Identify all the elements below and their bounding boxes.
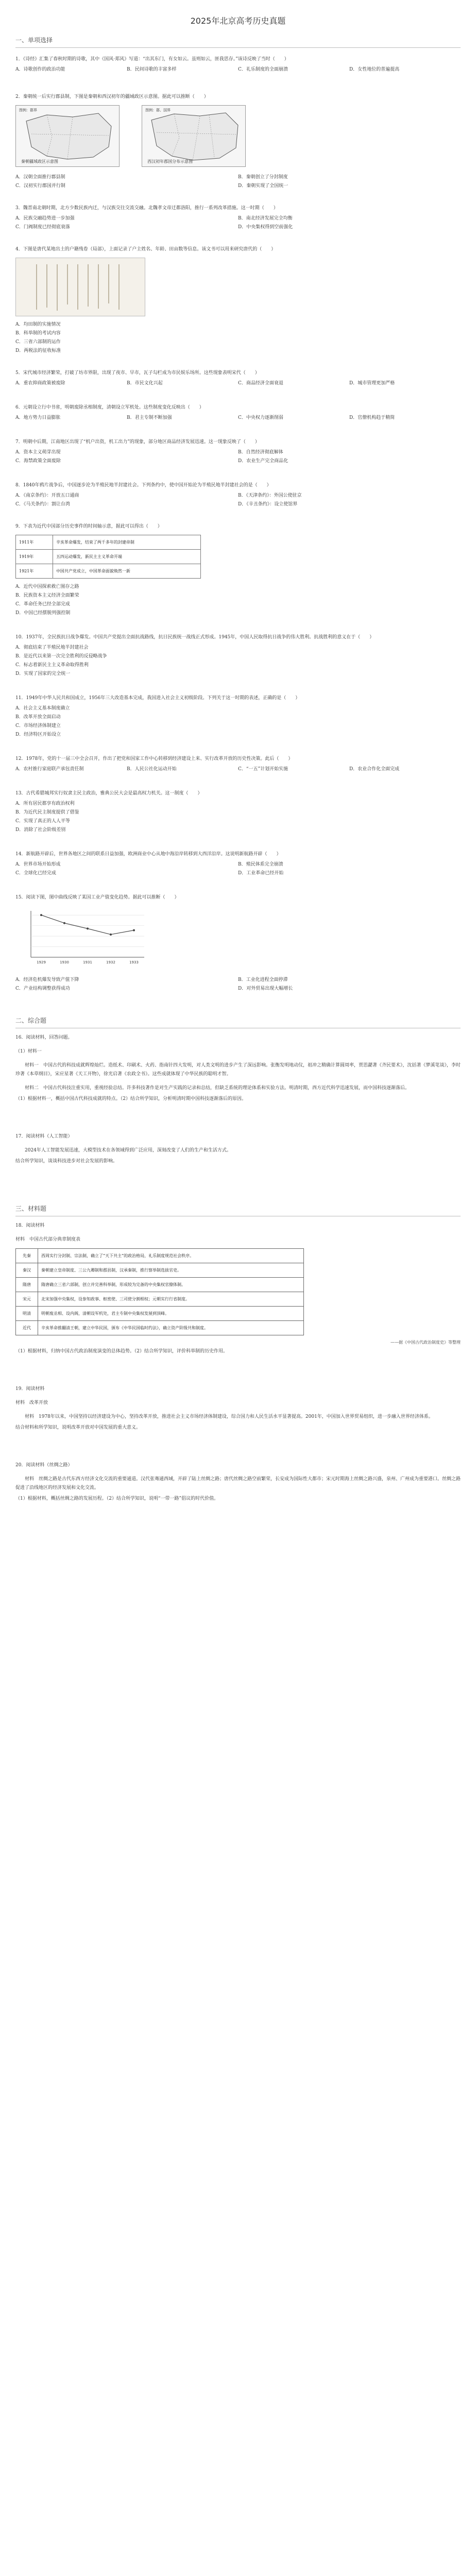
option: B．秦朝创立了分封制度 (238, 175, 288, 180)
table-row (16, 1263, 304, 1278)
table-cell: 西周实行分封制、宗法制，确立了“天下共主”的政治格局，礼乐制度规范社会秩序。 (38, 1249, 304, 1263)
option: C．全球化已经完成 (15, 871, 56, 876)
options-q5 (15, 379, 461, 386)
question-11: 11．1949年中华人民共和国成立，1956年三大改造基本完成，我国进入社会主义初级阶段。下列关于这一时期的表述，正确的是（ ） (15, 696, 300, 701)
option: C．门阀制度已经彻底衰落 (15, 225, 70, 230)
table-caption: 材料 中国古代部分典章制度表 (15, 1237, 81, 1242)
data-point (110, 934, 112, 936)
option: A．资本主义萌芽出现 (15, 450, 61, 455)
table-cell: 1911年 (16, 535, 53, 550)
question-20-ask: （1）根据材料，概括丝绸之路的发展历程。（2）结合所学知识，说明“一带一路”倡议的时代价值。 (15, 1496, 219, 1501)
option: D．官僚机构趋于精简 (349, 415, 395, 420)
options-q12 (15, 765, 461, 772)
option: A．农村推行家庭联产承包责任制 (15, 767, 84, 772)
option: D．实现了国家的完全统一 (15, 671, 71, 676)
map-legend: 图例：郡、国界 (145, 108, 171, 112)
options-q10 (15, 643, 461, 676)
option: D．城市管理更加严格 (349, 381, 395, 386)
map-caption: 秦朝疆域政区示意图 (21, 159, 58, 164)
option: C．礼乐制度的全面崩溃 (238, 67, 288, 72)
option: B．工业化进程全面停滞 (238, 977, 288, 982)
options-q6 (15, 414, 461, 420)
question-19-head: 19．阅读材料 (15, 1386, 45, 1392)
options-q4 (15, 320, 461, 353)
option: C．三省六部制的运作 (15, 340, 61, 345)
option: A．民族交融趋势进一步加强 (15, 216, 75, 221)
table-cell: 隋唐确立三省六部制，创立并完善科举制，形成较为完备的中央集权官僚体制。 (38, 1278, 304, 1292)
material-paragraph: 材料二 中国古代科技注重实用，重视经验总结。许多科技著作是对生产实践的记录和总结，但缺乏系统的理论体系和实验方法。明清时期，西方近代科学迅速发展，而中国科技逐渐落后。 (25, 1086, 410, 1091)
table-source: ——据《中国古代政治制度史》等整理 (390, 1340, 461, 1345)
question-17-ask: 结合所学知识，谈谈科技进步对社会发展的影响。 (15, 1159, 118, 1164)
page-header (0, 0, 476, 26)
option: A．地方势力日益膨胀 (15, 415, 61, 420)
option: D．《辛丑条约》：设立使馆界 (238, 502, 298, 507)
question-13: 13．古代希腊城邦实行奴隶主民主政治，雅典公民大会是最高权力机关。这一制度（ ） (15, 791, 202, 796)
question-14: 14．新航路开辟后，世界各地区之间的联系日益加强，欧洲商业中心从地中海沿岸转移到大西洋沿岸。这说明新航路开辟（ ） (15, 852, 281, 857)
data-point (133, 929, 135, 931)
map-han (142, 105, 246, 167)
option: D．对外贸易出现大幅增长 (238, 986, 293, 991)
exam-body (0, 26, 476, 1501)
x-tick-label: 1929 (37, 960, 46, 964)
option: B．自然经济彻底解体 (238, 450, 283, 455)
option: A．社会主义基本制度确立 (15, 706, 70, 711)
options-q14 (15, 860, 461, 876)
option: B．改革开放全面启动 (15, 715, 61, 720)
section-heading-comprehensive: 二、综合题 (15, 1007, 461, 1028)
question-10: 10．1937年，全民族抗日战争爆发。中国共产党提出全面抗战路线，抗日民族统一战线正式形成。1945年，中国人民取得抗日战争的伟大胜利。抗战胜利的意义在于（ ） (15, 635, 375, 640)
table-row (16, 564, 201, 579)
question-8: 8．1840年鸦片战争后，中国逐步沦为半殖民地半封建社会。下列条约中，使中国开始沦为半殖民地半封建社会的是（ ） (15, 483, 271, 488)
option: A．《南京条约》：开放五口通商 (15, 493, 79, 498)
table-cell-era: 隋唐 (16, 1278, 38, 1292)
option: A．所有居民都享有政治权利 (15, 801, 75, 806)
question-20-head: 20．阅读材料（丝绸之路） (15, 1463, 73, 1468)
option: B．殖民体系完全崩溃 (238, 862, 283, 867)
option: B．南北经济发展完全均衡 (238, 216, 293, 221)
question-18-head: 18．阅读材料 (15, 1223, 45, 1228)
option: C．“一五”计划开始实施 (238, 767, 288, 772)
question-4: 4．下图是唐代某地出土的户籍残卷（局部），上面记录了户主姓名、年龄、田亩数等信息。该文书可以用来研究唐代的（ ） (15, 247, 276, 252)
option: D．农业合作化全面完成 (349, 767, 400, 772)
option: D．经济特区开始设立 (15, 732, 61, 737)
option: B．为近代民主制度提供了借鉴 (15, 810, 79, 815)
option: A．近代中国探索救亡图存之路 (15, 584, 79, 589)
option: D．消除了社会阶级差别 (15, 827, 66, 833)
table-row (16, 535, 201, 550)
material-paragraph: 材料一 中国古代的科技成就辉煌灿烂。造纸术、印刷术、火药、指南针四大发明，对人类文明的进步产生了深远影响。张衡发明地动仪，祖冲之精确计算圆周率，贾思勰著《齐民要术》，沈括著《梦溪笔谈》，李时珍著《本草纲目》，宋应星著《天工开物》，徐光启著《农政全书》。这些成就体现了中华民族的聪明才智。 (15, 1063, 461, 1077)
options-q9 (15, 583, 461, 616)
chart-grid (31, 915, 144, 946)
option: A．重农抑商政策被废除 (15, 381, 65, 386)
data-point (63, 922, 65, 924)
question-7: 7．明朝中后期，江南地区出现了“机户出资，机工出力”的现象，部分地区商品经济发展迅速。这一现象反映了（ ） (15, 439, 260, 445)
page-title: 2025年北京高考历史真题 (190, 16, 286, 26)
option: D．农业生产完全商品化 (238, 459, 288, 464)
question-3: 3．魏晋南北朝时期，北方少数民族内迁，与汉族交往交流交融。北魏孝文帝迁都洛阳，推行一系列改革措施。这一时期（ ） (15, 206, 278, 211)
table-cell-era: 明清 (16, 1307, 38, 1321)
x-tick-label: 1932 (106, 960, 115, 964)
table-cell: 北宋加强中央集权，设参知政事、枢密使、三司使分割相权；元朝实行行省制度。 (38, 1292, 304, 1307)
table-cell: 辛亥革命推翻清王朝，建立中华民国，颁布《中华民国临时约法》，确立资产阶级共和制度。 (38, 1321, 304, 1335)
map-caption: 西汉初年郡国分布示意图 (147, 159, 193, 164)
option: A．经济危机爆发导致产值下降 (15, 977, 79, 982)
table-row (16, 1278, 304, 1292)
option: C．标志着新民主主义革命取得胜利 (15, 663, 89, 668)
section-heading-choice: 一、单项选择 (15, 26, 461, 48)
table-cell: 中国共产党成立，中国革命面貌焕然一新 (53, 564, 200, 579)
option: D．两税法的征收标准 (15, 348, 61, 353)
table-cell: 明朝废丞相、设内阁，清朝设军机处，君主专制中央集权发展到顶峰。 (38, 1307, 304, 1321)
option: A．汉朝全面推行郡县制 (15, 175, 65, 180)
option: D．工业革命已经开始 (238, 871, 284, 876)
table-cell: 1921年 (16, 564, 53, 579)
option: B．是近代以来第一次完全胜利的反侵略战争 (15, 654, 107, 659)
material-paragraph: 材料 丝绸之路是古代东西方经济文化交流的重要通道。汉代张骞通西域，开辟了陆上丝绸之路；唐代丝绸之路空前繁荣，长安成为国际性大都市；宋元时期海上丝绸之路兴盛，泉州、广州成为重要港口。丝绸之路促进了沿线地区的经济发展和文化交流。 (15, 1477, 461, 1490)
table-cell: 1919年 (16, 550, 53, 564)
option: C．汉初实行郡国并行制 (15, 183, 65, 189)
option: C．实现了真正的人人平等 (15, 819, 70, 824)
option: A．诗歌创作的政治功能 (15, 67, 65, 72)
institutions-table (15, 1248, 304, 1335)
table-cell-era: 近代 (16, 1321, 38, 1335)
option: C．产业结构调整获得成功 (15, 986, 70, 991)
table-cell: 辛亥革命爆发，结束了两千多年的封建帝制 (53, 535, 200, 550)
question-19-sub: 材料 改革开放 (15, 1400, 48, 1405)
table-cell: 五四运动爆发，新民主主义革命开端 (53, 550, 200, 564)
question-16-ask: （1）根据材料一，概括中国古代科技成就的特点。（2）结合所学知识，分析明清时期中国科技逐渐落后的原因。 (15, 1096, 246, 1101)
question-15: 15．阅读下图，图中曲线反映了某国工业产值变化趋势。据此可以推断（ ） (15, 895, 179, 900)
option: C．商品经济全面衰退 (238, 381, 283, 386)
manuscript-drawing (16, 258, 145, 316)
question-9: 9．下表为近代中国部分历史事件的时间轴示意，据此可以得出（ ） (15, 524, 162, 529)
map-han-drawing (142, 106, 245, 166)
industrial-output-chart (15, 906, 149, 968)
map-qin (15, 105, 120, 167)
map-legend: 图例：郡界 (19, 108, 37, 112)
timeline-table (15, 535, 201, 579)
x-tick-labels (37, 960, 139, 964)
option: A．彻底结束了半殖民地半封建社会 (15, 645, 89, 650)
options-q11 (15, 704, 461, 737)
series-line (41, 915, 134, 935)
option: C．《马关条约》：割让台湾 (15, 502, 70, 507)
option: D．中国已经摆脱列强控制 (15, 611, 71, 616)
table-row (16, 1249, 304, 1263)
question-16-head: 16．阅读材料，回答问题。 (15, 1035, 73, 1040)
options-q8 (15, 492, 461, 507)
table-row (16, 1307, 304, 1321)
option: B．民族资本主义经济全面繁荣 (15, 593, 79, 598)
option: B．人民公社化运动开始 (127, 767, 177, 772)
q2-maps (15, 101, 461, 171)
chart-points (40, 914, 135, 936)
option: D．中央集权得到空前强化 (238, 225, 293, 230)
option: C．革命任务已经全部完成 (15, 602, 70, 607)
question-6: 6．元朝设立行中书省，明朝废除丞相制度，清朝设立军机处。这些制度变化反映出（ ） (15, 405, 204, 410)
option: B．民间诗歌的丰富多样 (127, 67, 177, 72)
question-2: 2．秦朝统一后实行郡县制，下图是秦朝和西汉初年的疆域政区示意图。据此可以推断（ ） (15, 94, 209, 99)
option: A．均田制的实施情况 (15, 322, 61, 327)
options-q13 (15, 800, 461, 833)
question-12: 12．1978年，党的十一届三中全会召开，作出了把党和国家工作中心转移到经济建设上来、实行改革开放的历史性决策。此后（ ） (15, 756, 293, 761)
table-row (16, 1321, 304, 1335)
x-tick-label: 1930 (60, 960, 69, 964)
table-row (16, 1292, 304, 1307)
section-heading-material: 三、材料题 (15, 1195, 461, 1216)
option: C．海禁政策全面废除 (15, 459, 61, 464)
option: C．市场经济体制建立 (15, 723, 61, 728)
table-cell-era: 宋元 (16, 1292, 38, 1307)
option: B．君主专制不断加强 (127, 415, 172, 420)
option: B．《天津条约》：外国公使驻京 (238, 493, 302, 498)
option: D．秦朝实现了全国统一 (238, 183, 288, 189)
option: B．科举制的考试内容 (15, 331, 61, 336)
question-18-ask: （1）根据材料，归纳中国古代政治制度演变的总体趋势。（2）结合所学知识，评价科举制的历史作用。 (15, 1349, 228, 1354)
question-1: 1．《诗经》汇集了春秋时期的诗歌，其中《国风·郑风》写道：“出其东门，有女如云。虽则如云，匪我思存。”该诗反映了当时（ ） (15, 57, 289, 62)
options-q15 (15, 976, 461, 991)
table-cell-era: 先秦 (16, 1249, 38, 1263)
map-qin-drawing (16, 106, 119, 166)
x-tick-label: 1931 (83, 960, 92, 964)
option: B．市民文化兴起 (127, 381, 163, 386)
question-17-head: 17．阅读材料（人工智能） (15, 1134, 73, 1139)
question-19-ask: 结合材料和所学知识，说明改革开放对中国发展的重大意义。 (15, 1425, 141, 1430)
options-q2 (15, 173, 461, 189)
x-tick-label: 1933 (129, 960, 139, 964)
data-point (40, 914, 42, 916)
options-q3 (15, 214, 461, 230)
table-row (16, 550, 201, 564)
option: A．世界市场开始形成 (15, 862, 61, 867)
option: C．中央权力逐渐削弱 (238, 415, 283, 420)
question-5: 5．宋代城市经济繁荣，打破了坊市界限，出现了夜市、早市，瓦子勾栏成为市民娱乐场所。这些现象表明宋代（ ） (15, 370, 260, 376)
options-q7 (15, 448, 461, 464)
table-cell: 秦朝建立皇帝制度、三公九卿制和郡县制，汉承秦制，推行察举制选拔官吏。 (38, 1263, 304, 1278)
manuscript-image (15, 258, 145, 316)
data-point (87, 927, 89, 929)
question-16-sub: （1）材料一 (15, 1049, 42, 1054)
option: D．女性地位的普遍提高 (349, 67, 400, 72)
material-paragraph: 材料 1978年以来，中国坚持以经济建设为中心，坚持改革开放，推进社会主义市场经济体制建设，综合国力和人民生活水平显著提高。2001年，中国加入世界贸易组织，进一步融入世界经济体系。 (25, 1414, 433, 1419)
material-paragraph: 2024年人工智能发展迅速，大模型技术在各领域得到广泛应用，深刻改变了人们的生产和生活方式。 (25, 1148, 231, 1153)
options-q1 (15, 65, 461, 72)
table-cell-era: 秦汉 (16, 1263, 38, 1278)
